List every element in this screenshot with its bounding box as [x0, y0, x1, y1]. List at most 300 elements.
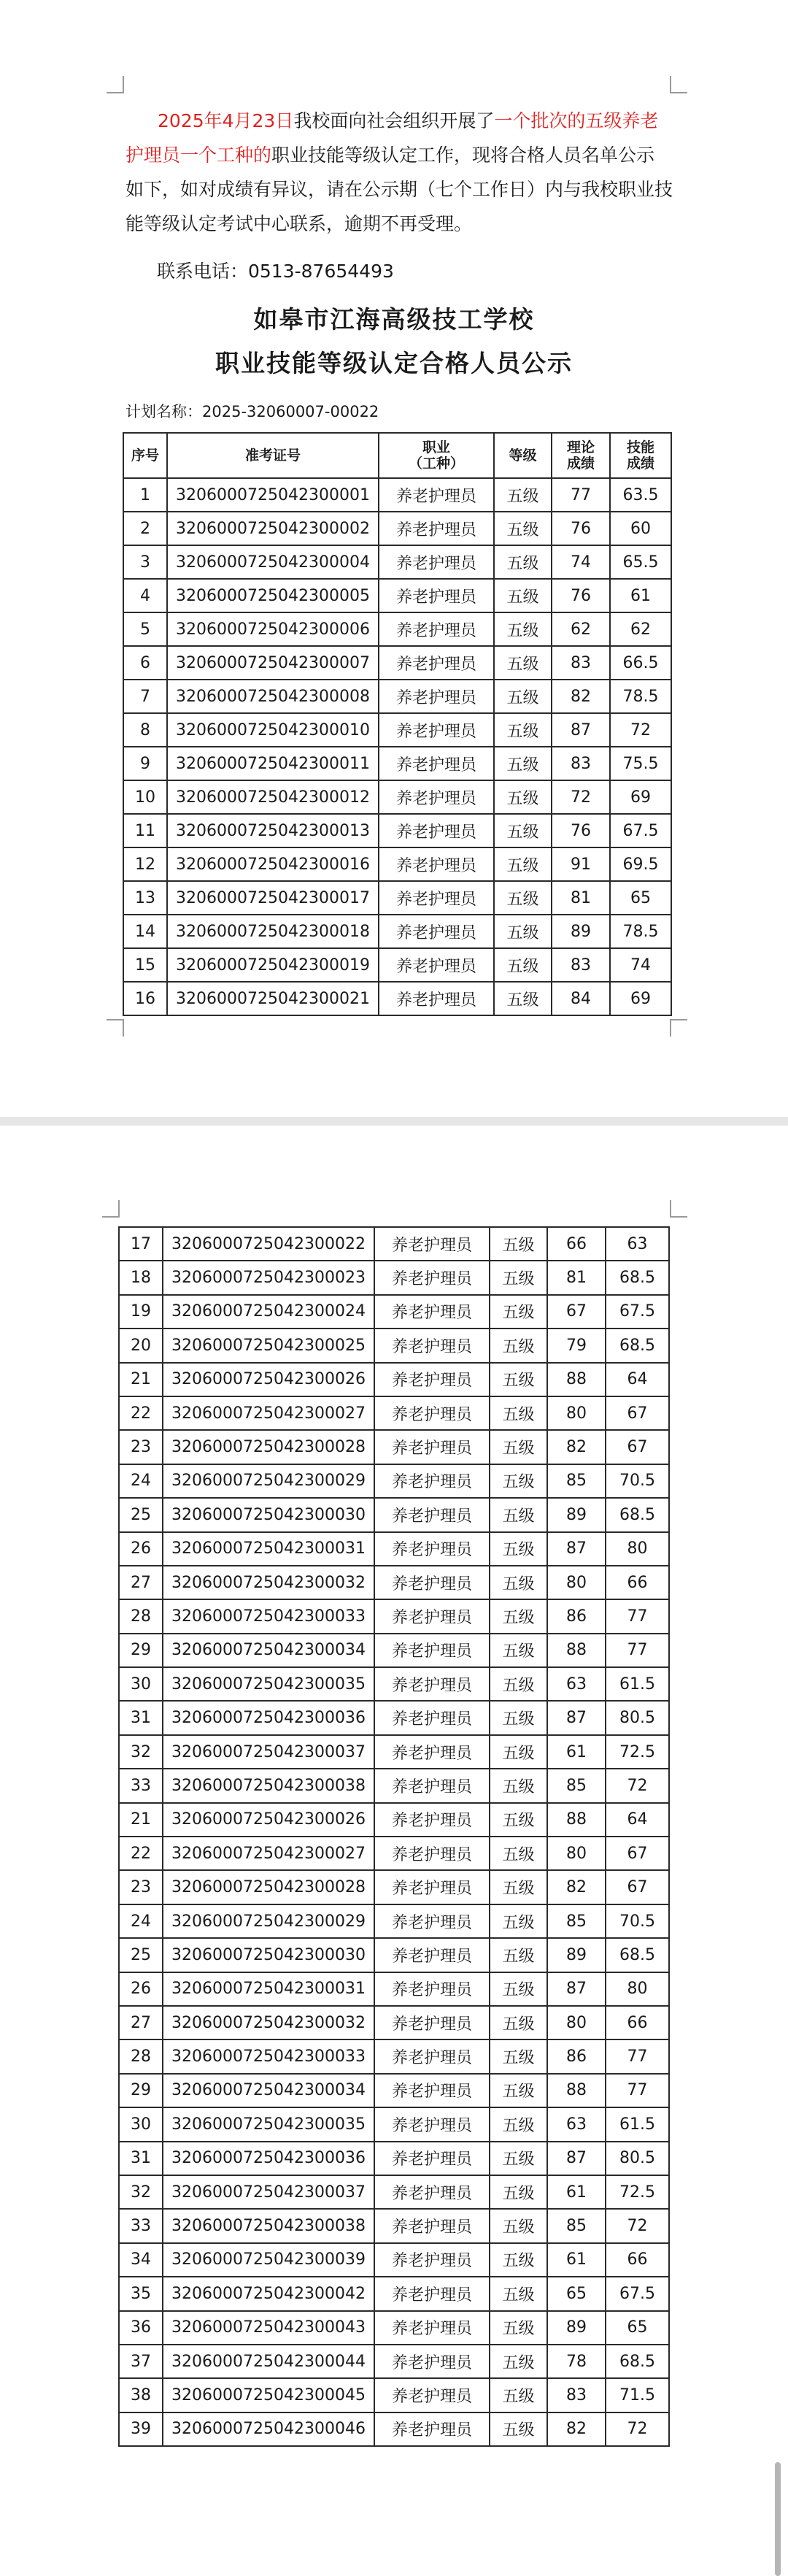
skill-score-cell: 66: [606, 2243, 669, 2277]
seq-cell: 21: [119, 1363, 163, 1396]
occupation-cell: 养老护理员: [374, 1261, 490, 1294]
seq-cell: 35: [119, 2277, 163, 2310]
seq-cell: 6: [123, 646, 167, 680]
skill-score-cell: 66.5: [610, 646, 671, 680]
level-cell: 五级: [490, 1261, 547, 1294]
skill-score-cell: 72.5: [606, 1735, 669, 1769]
occupation-cell: 养老护理员: [374, 2107, 490, 2141]
level-cell: 五级: [494, 881, 552, 915]
occupation-cell: 养老护理员: [374, 1363, 490, 1396]
skill-score-cell: 67.5: [606, 1295, 669, 1329]
occupation-cell: 养老护理员: [374, 2209, 490, 2242]
exam-id-cell: 3206000725042300026: [163, 1363, 374, 1396]
skill-score-cell: 72: [606, 2209, 669, 2242]
batch-description: 一个批次的五级养老护理员一个工种的: [125, 110, 659, 166]
occupation-cell: 养老护理员: [374, 1227, 490, 1261]
occupation-cell: 养老护理员: [374, 1769, 490, 1802]
skill-score-cell: 72: [610, 713, 671, 747]
seq-cell: 14: [123, 915, 167, 948]
table-row: [123, 646, 671, 680]
skill-score-cell: 77: [606, 1599, 669, 1633]
level-cell: 五级: [490, 1938, 547, 1972]
theory-score-cell: 89: [547, 2311, 606, 2345]
occupation-cell: 养老护理员: [374, 1498, 490, 1531]
exam-id-cell: 3206000725042300026: [163, 1803, 374, 1837]
theory-score-cell: 61: [547, 2175, 606, 2209]
seq-cell: 30: [119, 2107, 163, 2141]
theory-score-cell: 89: [547, 1498, 606, 1531]
theory-score-cell: 86: [547, 2039, 606, 2073]
table-row: [119, 1599, 669, 1633]
occupation-cell: 养老护理员: [379, 881, 494, 915]
skill-score-cell: 77: [606, 2074, 669, 2107]
theory-score-cell: 79: [547, 1329, 606, 1362]
level-cell: 五级: [494, 579, 552, 612]
exam-id-cell: 3206000725042300036: [163, 1701, 374, 1734]
skill-score-cell: 69.5: [610, 847, 671, 881]
seq-cell: 36: [119, 2311, 163, 2345]
skill-score-cell: 64: [606, 1363, 669, 1396]
table-row: [123, 680, 671, 713]
table-row: [123, 948, 671, 982]
skill-score-cell: 70.5: [606, 1904, 669, 1938]
seq-cell: 18: [119, 1261, 163, 1294]
occupation-cell: 养老护理员: [374, 1837, 490, 1870]
theory-score-cell: 89: [547, 1938, 606, 1972]
table-row: [119, 1261, 669, 1294]
table-row: [119, 1701, 669, 1734]
theory-score-cell: 63: [547, 2107, 606, 2141]
skill-score-cell: 75.5: [610, 747, 671, 780]
theory-score-cell: 76: [552, 512, 610, 545]
table-row: [119, 1363, 669, 1396]
table-row: [123, 847, 671, 881]
theory-score-cell: 88: [547, 2074, 606, 2107]
theory-score-cell: 63: [547, 1667, 606, 1701]
theory-score-cell: 85: [547, 1769, 606, 1802]
intro-text: 职业技能等级认定工作，现将合格人员名单公示如下，如对成绩有异议，请在公示期（七个工作日）内与我校职业技能等级认定考试中心联系，逾期不再受理。: [125, 145, 673, 234]
header-skill-score: 技能 成绩: [610, 433, 671, 478]
skill-score-cell: 69: [610, 780, 671, 814]
level-cell: 五级: [490, 1667, 547, 1701]
exam-id-cell: 3206000725042300027: [163, 1837, 374, 1870]
occupation-cell: 养老护理员: [374, 1938, 490, 1972]
occupation-cell: 养老护理员: [379, 478, 494, 512]
seq-cell: 28: [119, 1599, 163, 1633]
level-cell: 五级: [494, 948, 552, 982]
seq-cell: 19: [119, 1295, 163, 1329]
table-row: [123, 478, 671, 512]
level-cell: 五级: [490, 1972, 547, 2006]
seq-cell: 24: [119, 1904, 163, 1938]
seq-cell: 27: [119, 1566, 163, 1599]
seq-cell: 8: [123, 713, 167, 747]
seq-cell: 27: [119, 2006, 163, 2039]
exam-id-cell: 3206000725042300025: [163, 1329, 374, 1362]
exam-id-cell: 3206000725042300043: [163, 2311, 374, 2345]
skill-score-cell: 71.5: [606, 2378, 669, 2412]
table-row: [119, 1329, 669, 1362]
occupation-cell: 养老护理员: [374, 2074, 490, 2107]
seq-cell: 31: [119, 2142, 163, 2175]
skill-score-cell: 63: [606, 1227, 669, 1261]
exam-id-cell: 3206000725042300033: [163, 1599, 374, 1633]
seq-cell: 11: [123, 814, 167, 847]
table-row: [119, 2006, 669, 2039]
theory-score-cell: 87: [547, 2142, 606, 2175]
level-cell: 五级: [490, 1498, 547, 1531]
page-corner-mark: [107, 76, 124, 93]
seq-cell: 23: [119, 1430, 163, 1464]
seq-cell: 34: [119, 2243, 163, 2277]
level-cell: 五级: [490, 2107, 547, 2141]
seq-cell: 37: [119, 2345, 163, 2378]
exam-id-cell: 3206000725042300010: [167, 713, 379, 747]
seq-cell: 13: [123, 881, 167, 915]
skill-score-cell: 74: [610, 948, 671, 982]
theory-score-cell: 80: [547, 2006, 606, 2039]
exam-id-cell: 3206000725042300042: [163, 2277, 374, 2310]
exam-id-cell: 3206000725042300037: [163, 1735, 374, 1769]
occupation-cell: 养老护理员: [379, 814, 494, 847]
level-cell: 五级: [490, 1295, 547, 1329]
level-cell: 五级: [494, 646, 552, 680]
theory-score-cell: 85: [547, 1464, 606, 1498]
occupation-cell: 养老护理员: [374, 1430, 490, 1464]
occupation-cell: 养老护理员: [374, 2378, 490, 2412]
seq-cell: 22: [119, 1837, 163, 1870]
plan-name: 计划名称：2025-32060007-00022: [125, 403, 379, 420]
occupation-cell: 养老护理员: [379, 680, 494, 713]
occupation-cell: 养老护理员: [374, 2277, 490, 2310]
exam-id-cell: 3206000725042300018: [167, 915, 379, 948]
occupation-cell: 养老护理员: [374, 1295, 490, 1329]
skill-score-cell: 78.5: [610, 915, 671, 948]
table-row: [123, 612, 671, 646]
skill-score-cell: 77: [606, 1634, 669, 1667]
level-cell: 五级: [490, 1464, 547, 1498]
table-row: [119, 2311, 669, 2345]
page-corner-mark: [102, 1200, 120, 1218]
seq-cell: 21: [119, 1803, 163, 1837]
seq-cell: 4: [123, 579, 167, 612]
level-cell: 五级: [490, 1227, 547, 1261]
seq-cell: 10: [123, 780, 167, 814]
level-cell: 五级: [490, 2006, 547, 2039]
scrollbar-thumb[interactable]: [775, 2462, 781, 2576]
occupation-cell: 养老护理员: [374, 1396, 490, 1430]
seq-cell: 2: [123, 512, 167, 545]
occupation-cell: 养老护理员: [374, 2243, 490, 2277]
seq-cell: 20: [119, 1329, 163, 1362]
intro-text: 我校面向社会组织开展了: [293, 110, 495, 131]
occupation-cell: 养老护理员: [374, 1634, 490, 1667]
seq-cell: 30: [119, 1667, 163, 1701]
occupation-cell: 养老护理员: [374, 1701, 490, 1734]
skill-score-cell: 70.5: [606, 1464, 669, 1498]
exam-id-cell: 3206000725042300013: [167, 814, 379, 847]
level-cell: 五级: [490, 1769, 547, 1802]
occupation-cell: 养老护理员: [374, 2412, 490, 2446]
seq-cell: 31: [119, 1701, 163, 1734]
exam-id-cell: 3206000725042300038: [163, 2209, 374, 2242]
occupation-cell: 养老护理员: [374, 2039, 490, 2073]
skill-score-cell: 67.5: [610, 814, 671, 847]
occupation-cell: 养老护理员: [374, 1667, 490, 1701]
seq-cell: 12: [123, 847, 167, 881]
header-seq: 序号: [123, 433, 167, 478]
school-title: 如皋市江海高级技工学校: [253, 305, 535, 334]
announcement-date: 2025年4月23日: [158, 110, 294, 131]
exam-id-cell: 3206000725042300035: [163, 1667, 374, 1701]
theory-score-cell: 83: [547, 2378, 606, 2412]
exam-id-cell: 3206000725042300027: [163, 1396, 374, 1430]
exam-id-cell: 3206000725042300028: [163, 1430, 374, 1464]
skill-score-cell: 68.5: [606, 1498, 669, 1531]
document-title: 职业技能等级认定合格人员公示: [215, 349, 573, 377]
theory-score-cell: 80: [547, 1566, 606, 1599]
exam-id-cell: 3206000725042300005: [167, 579, 379, 612]
level-cell: 五级: [494, 982, 552, 1015]
level-cell: 五级: [494, 915, 552, 948]
table-row: [119, 1430, 669, 1464]
table-row: [119, 2142, 669, 2175]
seq-cell: 38: [119, 2378, 163, 2412]
theory-score-cell: 86: [547, 1599, 606, 1633]
level-cell: 五级: [490, 2175, 547, 2209]
level-cell: 五级: [494, 612, 552, 646]
exam-id-cell: 3206000725042300037: [163, 2175, 374, 2209]
occupation-cell: 养老护理员: [374, 1803, 490, 1837]
exam-id-cell: 3206000725042300046: [163, 2412, 374, 2446]
seq-cell: 24: [119, 1464, 163, 1498]
table-row: [119, 2345, 669, 2378]
theory-score-cell: 65: [547, 2277, 606, 2310]
exam-id-cell: 3206000725042300022: [163, 1227, 374, 1261]
skill-score-cell: 68.5: [606, 1261, 669, 1294]
skill-score-cell: 65: [610, 881, 671, 915]
table-row: [119, 1634, 669, 1667]
exam-id-cell: 3206000725042300029: [163, 1904, 374, 1938]
occupation-cell: 养老护理员: [379, 780, 494, 814]
page-corner-mark: [670, 1200, 687, 1218]
level-cell: 五级: [490, 2378, 547, 2412]
theory-score-cell: 84: [552, 982, 610, 1015]
skill-score-cell: 72: [606, 2412, 669, 2446]
exam-id-cell: 3206000725042300031: [163, 1532, 374, 1566]
seq-cell: 15: [123, 948, 167, 982]
skill-score-cell: 69: [610, 982, 671, 1015]
level-cell: 五级: [494, 814, 552, 847]
skill-score-cell: 65: [606, 2311, 669, 2345]
level-cell: 五级: [490, 2243, 547, 2277]
occupation-cell: 养老护理员: [379, 579, 494, 612]
theory-score-cell: 85: [547, 1904, 606, 1938]
seq-cell: 1: [123, 478, 167, 512]
level-cell: 五级: [490, 1870, 547, 1904]
theory-score-cell: 82: [547, 2412, 606, 2446]
exam-id-cell: 3206000725042300034: [163, 2074, 374, 2107]
skill-score-cell: 68.5: [606, 1938, 669, 1972]
exam-id-cell: 3206000725042300017: [167, 881, 379, 915]
header-occupation: 职业 （工种）: [379, 433, 494, 478]
theory-score-cell: 85: [547, 2209, 606, 2242]
exam-id-cell: 3206000725042300023: [163, 1261, 374, 1294]
occupation-cell: 养老护理员: [374, 2175, 490, 2209]
level-cell: 五级: [490, 2074, 547, 2107]
level-cell: 五级: [490, 1904, 547, 1938]
seq-cell: 25: [119, 1498, 163, 1531]
level-cell: 五级: [494, 847, 552, 881]
skill-score-cell: 67: [606, 1396, 669, 1430]
level-cell: 五级: [494, 780, 552, 814]
exam-id-cell: 3206000725042300030: [163, 1938, 374, 1972]
theory-score-cell: 76: [552, 579, 610, 612]
exam-id-cell: 3206000725042300008: [167, 680, 379, 713]
table-row: [119, 1464, 669, 1498]
seq-cell: 32: [119, 1735, 163, 1769]
exam-id-cell: 3206000725042300038: [163, 1769, 374, 1802]
level-cell: 五级: [490, 2345, 547, 2378]
occupation-cell: 养老护理员: [379, 545, 494, 579]
occupation-cell: 养老护理员: [374, 1972, 490, 2006]
level-cell: 五级: [494, 478, 552, 512]
seq-cell: 3: [123, 545, 167, 579]
occupation-cell: 养老护理员: [374, 1870, 490, 1904]
skill-score-cell: 63.5: [610, 478, 671, 512]
skill-score-cell: 78.5: [610, 680, 671, 713]
theory-score-cell: 82: [547, 1870, 606, 1904]
occupation-cell: 养老护理员: [379, 847, 494, 881]
level-cell: 五级: [490, 1396, 547, 1430]
exam-id-cell: 3206000725042300011: [167, 747, 379, 780]
document-page-1: [0, 0, 788, 1117]
theory-score-cell: 82: [547, 1430, 606, 1464]
header-exam-id: 准考证号: [167, 433, 379, 478]
occupation-cell: 养老护理员: [374, 1904, 490, 1938]
level-cell: 五级: [490, 1701, 547, 1734]
occupation-cell: 养老护理员: [379, 612, 494, 646]
seq-cell: 26: [119, 1532, 163, 1566]
occupation-cell: 养老护理员: [379, 512, 494, 545]
table-row: [119, 1972, 669, 2006]
level-cell: 五级: [494, 545, 552, 579]
level-cell: 五级: [490, 2209, 547, 2242]
table-row: [119, 1938, 669, 1972]
skill-score-cell: 67: [606, 1837, 669, 1870]
theory-score-cell: 66: [547, 1227, 606, 1261]
theory-score-cell: 67: [547, 1295, 606, 1329]
exam-id-cell: 3206000725042300002: [167, 512, 379, 545]
table-row: [123, 713, 671, 747]
seq-cell: 33: [119, 1769, 163, 1802]
table-row: [123, 881, 671, 915]
theory-score-cell: 87: [547, 1532, 606, 1566]
table-row: [119, 2175, 669, 2209]
seq-cell: 16: [123, 982, 167, 1015]
level-cell: 五级: [490, 1837, 547, 1870]
seq-cell: 5: [123, 612, 167, 646]
level-cell: 五级: [490, 1566, 547, 1599]
table-row: [123, 814, 671, 847]
table-row: [119, 2412, 669, 2446]
table-row: [119, 1498, 669, 1531]
table-row: [119, 2243, 669, 2277]
level-cell: 五级: [490, 1634, 547, 1667]
seq-cell: 23: [119, 1870, 163, 1904]
theory-score-cell: 87: [547, 1701, 606, 1734]
theory-score-cell: 83: [552, 747, 610, 780]
skill-score-cell: 67.5: [606, 2277, 669, 2310]
table-row: [123, 915, 671, 948]
theory-score-cell: 77: [552, 478, 610, 512]
skill-score-cell: 60: [610, 512, 671, 545]
page-separator: [0, 1117, 788, 1126]
seq-cell: 29: [119, 1634, 163, 1667]
occupation-cell: 养老护理员: [374, 2311, 490, 2345]
table-row: [119, 1227, 669, 1261]
level-cell: 五级: [490, 2311, 547, 2345]
table-row: [119, 1870, 669, 1904]
exam-id-cell: 3206000725042300012: [167, 780, 379, 814]
seq-cell: 22: [119, 1396, 163, 1430]
exam-id-cell: 3206000725042300031: [163, 1972, 374, 2006]
results-table: [123, 432, 672, 1016]
occupation-cell: 养老护理员: [374, 1735, 490, 1769]
occupation-cell: 养老护理员: [374, 1464, 490, 1498]
table-row: [119, 2074, 669, 2107]
table-row: [119, 2209, 669, 2242]
seq-cell: 25: [119, 1938, 163, 1972]
table-row: [123, 579, 671, 612]
skill-score-cell: 67: [606, 1430, 669, 1464]
table-row: [119, 1566, 669, 1599]
level-cell: 五级: [494, 747, 552, 780]
seq-cell: 17: [119, 1227, 163, 1261]
occupation-cell: 养老护理员: [374, 2345, 490, 2378]
skill-score-cell: 77: [606, 2039, 669, 2073]
skill-score-cell: 61.5: [606, 2107, 669, 2141]
occupation-cell: 养老护理员: [379, 948, 494, 982]
exam-id-cell: 3206000725042300006: [167, 612, 379, 646]
seq-cell: 33: [119, 2209, 163, 2242]
occupation-cell: 养老护理员: [374, 1532, 490, 1566]
occupation-cell: 养老护理员: [374, 2006, 490, 2039]
seq-cell: 32: [119, 2175, 163, 2209]
theory-score-cell: 80: [547, 1396, 606, 1430]
seq-cell: 28: [119, 2039, 163, 2073]
exam-id-cell: 3206000725042300030: [163, 1498, 374, 1531]
exam-id-cell: 3206000725042300044: [163, 2345, 374, 2378]
skill-score-cell: 64: [606, 1803, 669, 1837]
level-cell: 五级: [490, 2142, 547, 2175]
theory-score-cell: 88: [547, 1803, 606, 1837]
theory-score-cell: 82: [552, 680, 610, 713]
header-theory-score: 理论 成绩: [552, 433, 610, 478]
theory-score-cell: 83: [552, 646, 610, 680]
table-row: [119, 1396, 669, 1430]
level-cell: 五级: [490, 2039, 547, 2073]
occupation-cell: 养老护理员: [379, 747, 494, 780]
theory-score-cell: 62: [552, 612, 610, 646]
theory-score-cell: 83: [552, 948, 610, 982]
exam-id-cell: 3206000725042300029: [163, 1464, 374, 1498]
exam-id-cell: 3206000725042300035: [163, 2107, 374, 2141]
level-cell: 五级: [490, 2412, 547, 2446]
table-row: [123, 780, 671, 814]
theory-score-cell: 81: [552, 881, 610, 915]
contact-phone: 联系电话：0513-87654493: [157, 261, 394, 282]
